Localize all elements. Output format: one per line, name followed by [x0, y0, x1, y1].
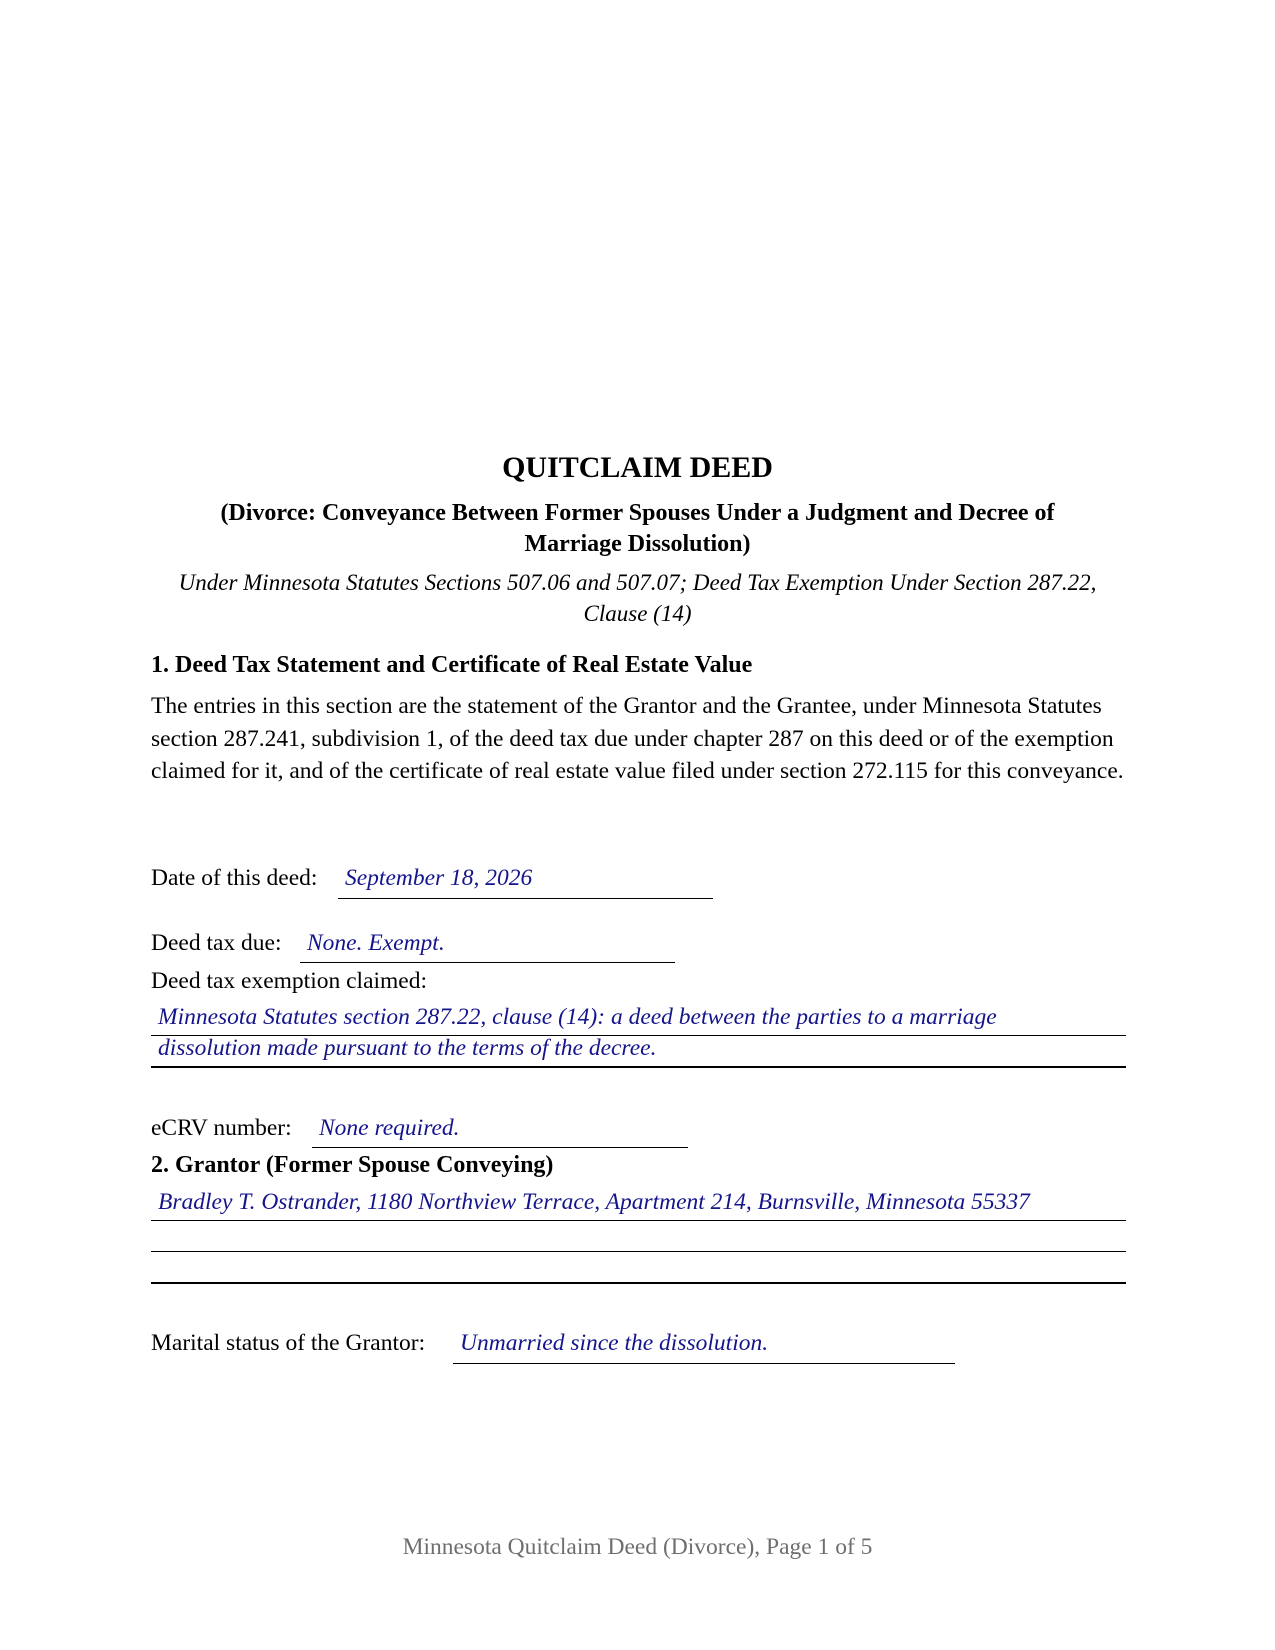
tax-due-underline	[300, 962, 675, 963]
marital-status-label: Marital status of the Grantor:	[151, 1330, 426, 1356]
tax-due-field[interactable]: None. Exempt.	[307, 930, 445, 956]
marital-status-field[interactable]: Unmarried since the dissolution.	[460, 1330, 769, 1356]
date-label: Date of this deed:	[151, 865, 318, 891]
statute-reference: Under Minnesota Statutes Sections 507.06 and 507.07; Deed Tax Exemption Under Section 287.22, Clause (14)	[178, 570, 1097, 626]
tax-due-label: Deed tax due:	[151, 930, 282, 956]
exemption-label: Deed tax exemption claimed:	[151, 968, 428, 994]
grantor-field-line-1[interactable]: Bradley T. Ostrander, 1180 Northview Terrace, Apartment 214, Burnsville, Minnesota 55337	[158, 1189, 1030, 1215]
ecrv-field[interactable]: None required.	[319, 1115, 460, 1141]
grantor-line-3-underline[interactable]	[151, 1282, 1126, 1284]
section-2-heading: 2. Grantor (Former Spouse Conveying)	[151, 1152, 554, 1178]
section-1-heading: 1. Deed Tax Statement and Certificate of Real Estate Value	[151, 652, 753, 678]
date-field[interactable]: September 18, 2026	[345, 865, 533, 891]
section-1-paragraph: The entries in this section are the statement of the Grantor and the Grantee, under Minnesota Statutes section 287.241, subdivision 1, of the deed tax due under chapter 287 on this deed or of the exemption claimed for it, and of the certificate of real estate value filed under section 272.115 for this conveyance.	[151, 693, 1124, 784]
exemption-field-line-1[interactable]: Minnesota Statutes section 287.22, clause (14): a deed between the parties to a marriage	[158, 1004, 997, 1030]
grantor-line-1-underline	[151, 1220, 1126, 1221]
ecrv-label: eCRV number:	[151, 1115, 292, 1141]
grantor-line-2-underline[interactable]	[151, 1251, 1126, 1252]
document-title: QUITCLAIM DEED	[502, 451, 773, 484]
marital-status-underline	[453, 1363, 955, 1364]
exemption-line-2-underline	[151, 1066, 1126, 1068]
ecrv-underline	[312, 1147, 688, 1148]
page-footer: Minnesota Quitclaim Deed (Divorce), Page 1 of 5	[402, 1534, 873, 1560]
exemption-field-line-2[interactable]: dissolution made pursuant to the terms of the decree.	[158, 1035, 657, 1061]
document-subtitle: (Divorce: Conveyance Between Former Spouses Under a Judgment and Decree of Marriage Dissolution)	[220, 500, 1055, 557]
date-field-underline	[338, 898, 713, 899]
